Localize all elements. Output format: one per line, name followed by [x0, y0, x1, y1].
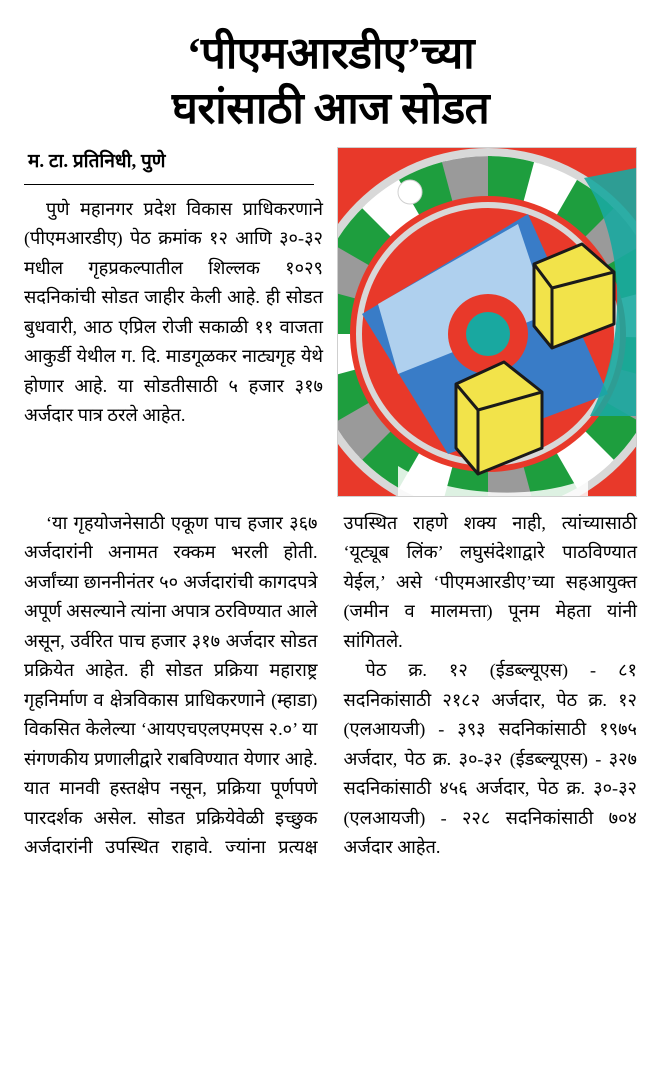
paragraph-2: ‘या गृहयोजनेसाठी एकूण पाच हजार ३६७ अर्जदारांनी अनामत रक्कम भरली होती. अर्जांच्या छाननीनंतर ५० अर्जदारांची कागदपत्रे अपूर्ण असल्याने त्यांना अपात्र ठरविण्यात आले असून, उर्वरित पाच हजार ३१७ अर्जदार सोडत प्रक्रियेत आहेत. ही सोडत प्रक्रिया महाराष्ट्र गृहनिर्माण व क्षेत्रविकास प्राधिकरणाने (म्हाडा) विकसित केलेल्या ‘आयएचएलएमएस २.०’ या संगणकीय प्रणालीद्वारे राबविण्यात येणार आहे. यात मानवी हस्तक्षेप नसून, प्रक्रिया पूर्णपणे पारदर्शक असेल. सोडत प्रक्रियेवेळी इच्छुक अर्जदारांनी उपस्थित राहावे. ज्यांना प्रत्यक्ष उपस्थित राहणे शक्य नाही, त्यांच्यासाठी ‘यूट्यूब लिंक’ लघुसंदेशाद्वारे पाठविण्यात येईल,’ असे ‘पीएमआरडीए’च्या सहआयुक्त (जमीन व मालमत्ता) पूनम मेहता यांनी सांगितले. — [24, 512, 637, 858]
artwork-svg — [338, 148, 636, 496]
byline: म. टा. प्रतिनिधी, पुणे — [28, 150, 166, 172]
headline-line-1: ‘पीएमआरडीए’च्या — [186, 29, 475, 78]
paragraph-1: पुणे महानगर प्रदेश विकास प्राधिकरणाने (पीएमआरडीए) पेठ क्रमांक १२ आणि ३०-३२ मधील गृहप्रकल्पातील शिल्लक १०२९ सदनिकांची सोडत जाहीर केली आहे. ही सोडत बुधवारी, आठ एप्रिल रोजी सकाळी ११ वाजता आकुर्डी येथील ग. दि. माडगूळकर नाट्यगृह येथे होणार आहे. या सोडतीसाठी ५ हजार ३१७ अर्जदार पात्र ठरले आहेत. — [24, 198, 323, 426]
headline-line-2: घरांसाठी आज सोडत — [171, 84, 490, 134]
page-title — [24, 26, 637, 137]
article-columns — [24, 509, 637, 863]
lead-column — [24, 147, 324, 431]
paragraph-3: पेठ क्र. १२ (ईडब्ल्यूएस) - ८१ सदनिकांसाठी २१८२ अर्जदार, पेठ क्र. १२ (एलआयजी) - ३९३ सदनिकांसाठी १९७५ अर्जदार, पेठ क्र. ३०-३२ (ईडब्ल्यूएस) - ३२७ सदनिकांसाठी ४५६ अर्जदार, पेठ क्र. ३०-३२ (एलआयजी) - २२८ सदनिकांसाठी ७०४ अर्जदार आहेत. — [343, 660, 637, 858]
article-body — [24, 147, 637, 863]
roulette-wheel-with-houses-illustration — [337, 147, 637, 497]
byline-divider — [24, 184, 314, 185]
